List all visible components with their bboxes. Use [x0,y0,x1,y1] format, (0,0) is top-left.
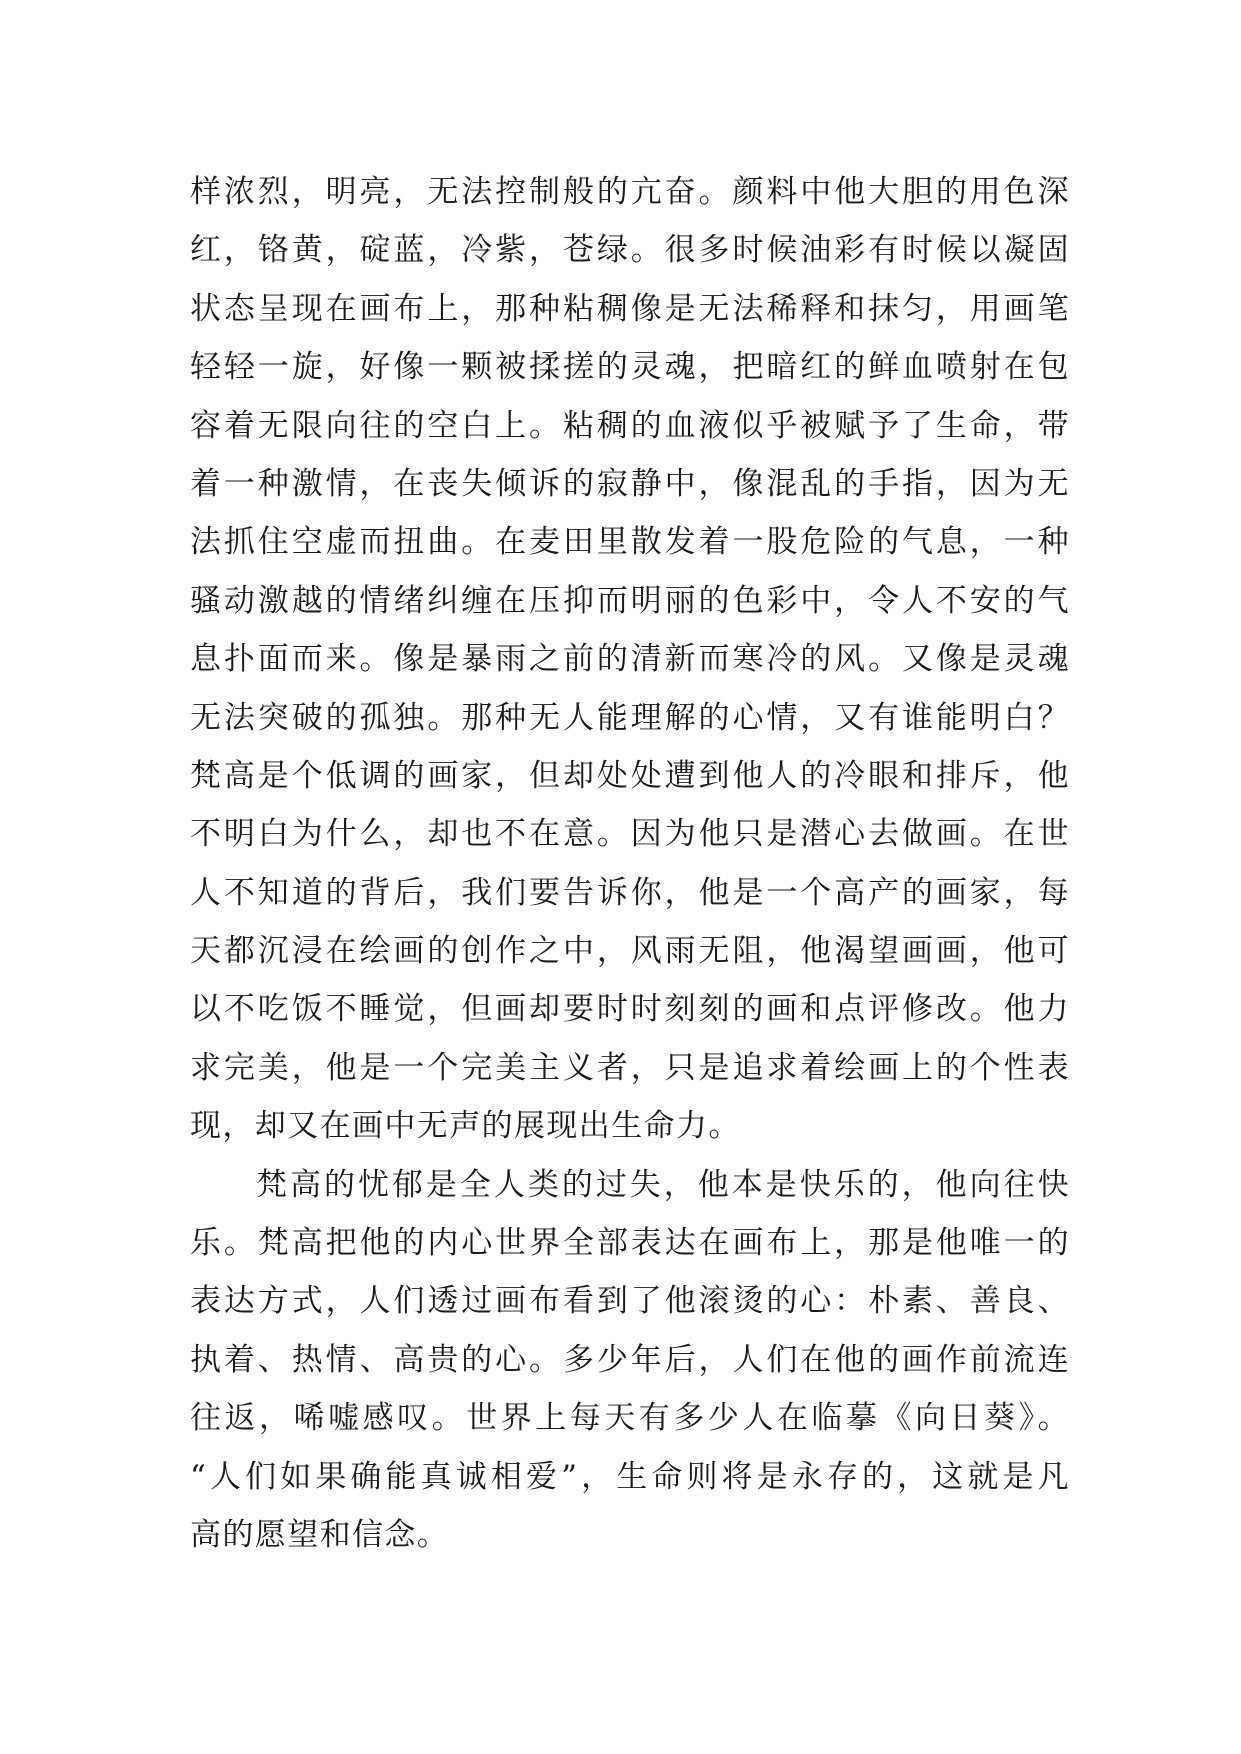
paragraph-1-line: 天都沉浸在绘画的创作之中，风雨无阻，他渴望画画，他可 [190,933,1070,970]
paragraph-2-line: 表达方式，人们透过画布看到了他滚烫的心：朴素、善良、 [190,1283,1070,1320]
paragraph-2-line: “人们如果确能真诚相爱”，生命则将是永存的，这就是凡 [190,1458,1070,1495]
paragraph-2-line: 乐。梵高把他的内心世界全部表达在画布上，那是他唯一的 [190,1225,1070,1262]
paragraph-1-line: 法抓住空虚而扭曲。在麦田里散发着一股危险的气息，一种 [190,524,1070,561]
paragraph-1-line: 红，铬黄，碇蓝，冷紫，苍绿。很多时候油彩有时候以凝固 [190,232,1070,269]
paragraph-1-line: 求完美，他是一个完美主义者，只是追求着绘画上的个性表 [190,1049,1070,1086]
paragraph-1-line: 息扑面而来。像是暴雨之前的清新而寒冷的风。又像是灵魂 [190,641,1070,678]
paragraph-1-line: 轻轻一旋，好像一颗被揉搓的灵魂，把暗红的鲜血喷射在包 [190,349,1070,386]
paragraph-1-line: 梵高是个低调的画家，但却处处遭到他人的冷眼和排斥，他 [190,757,1070,794]
paragraph-1-line: 容着无限向往的空白上。粘稠的血液似乎被赋予了生命，带 [190,407,1070,444]
paragraph-1-line: 样浓烈，明亮，无法控制般的亢奋。颜料中他大胆的用色深 [190,174,1070,210]
paragraph-1-line: 不明白为什么，却也不在意。因为他只是潜心去做画。在世 [190,816,1070,853]
paragraph-1-line: 人不知道的背后，我们要告诉你，他是一个高产的画家，每 [190,874,1070,911]
paragraph-1-line: 现，却又在画中无声的展现出生命力。 [190,1108,741,1145]
paragraph-2-line: 高的愿望和信念。 [190,1516,450,1553]
paragraph-2-line: 梵高的忧郁是全人类的过失，他本是快乐的，他向往快 [256,1166,1070,1203]
document-body [190,163,1070,1564]
paragraph-1-line: 着一种激情，在丧失倾诉的寂静中，像混乱的手指，因为无 [190,465,1070,502]
paragraph-1-line: 骚动激越的情绪纠缠在压抑而明丽的色彩中，令人不安的气 [190,582,1070,619]
paragraph-1-line: 状态呈现在画布上，那种粘稠像是无法稀释和抹匀，用画笔 [190,290,1070,327]
paragraph-2-line: 执着、热情、高贵的心。多少年后，人们在他的画作前流连 [190,1341,1070,1378]
paragraph-1-line: 以不吃饭不睡觉，但画却要时时刻刻的画和点评修改。他力 [190,991,1070,1028]
paragraph-2-line: 往返，唏嘘感叹。世界上每天有多少人在临摹《向日葵》。 [190,1400,1070,1437]
paragraph-1-line: 无法突破的孤独。那种无人能理解的心情，又有谁能明白？ [190,699,1070,736]
